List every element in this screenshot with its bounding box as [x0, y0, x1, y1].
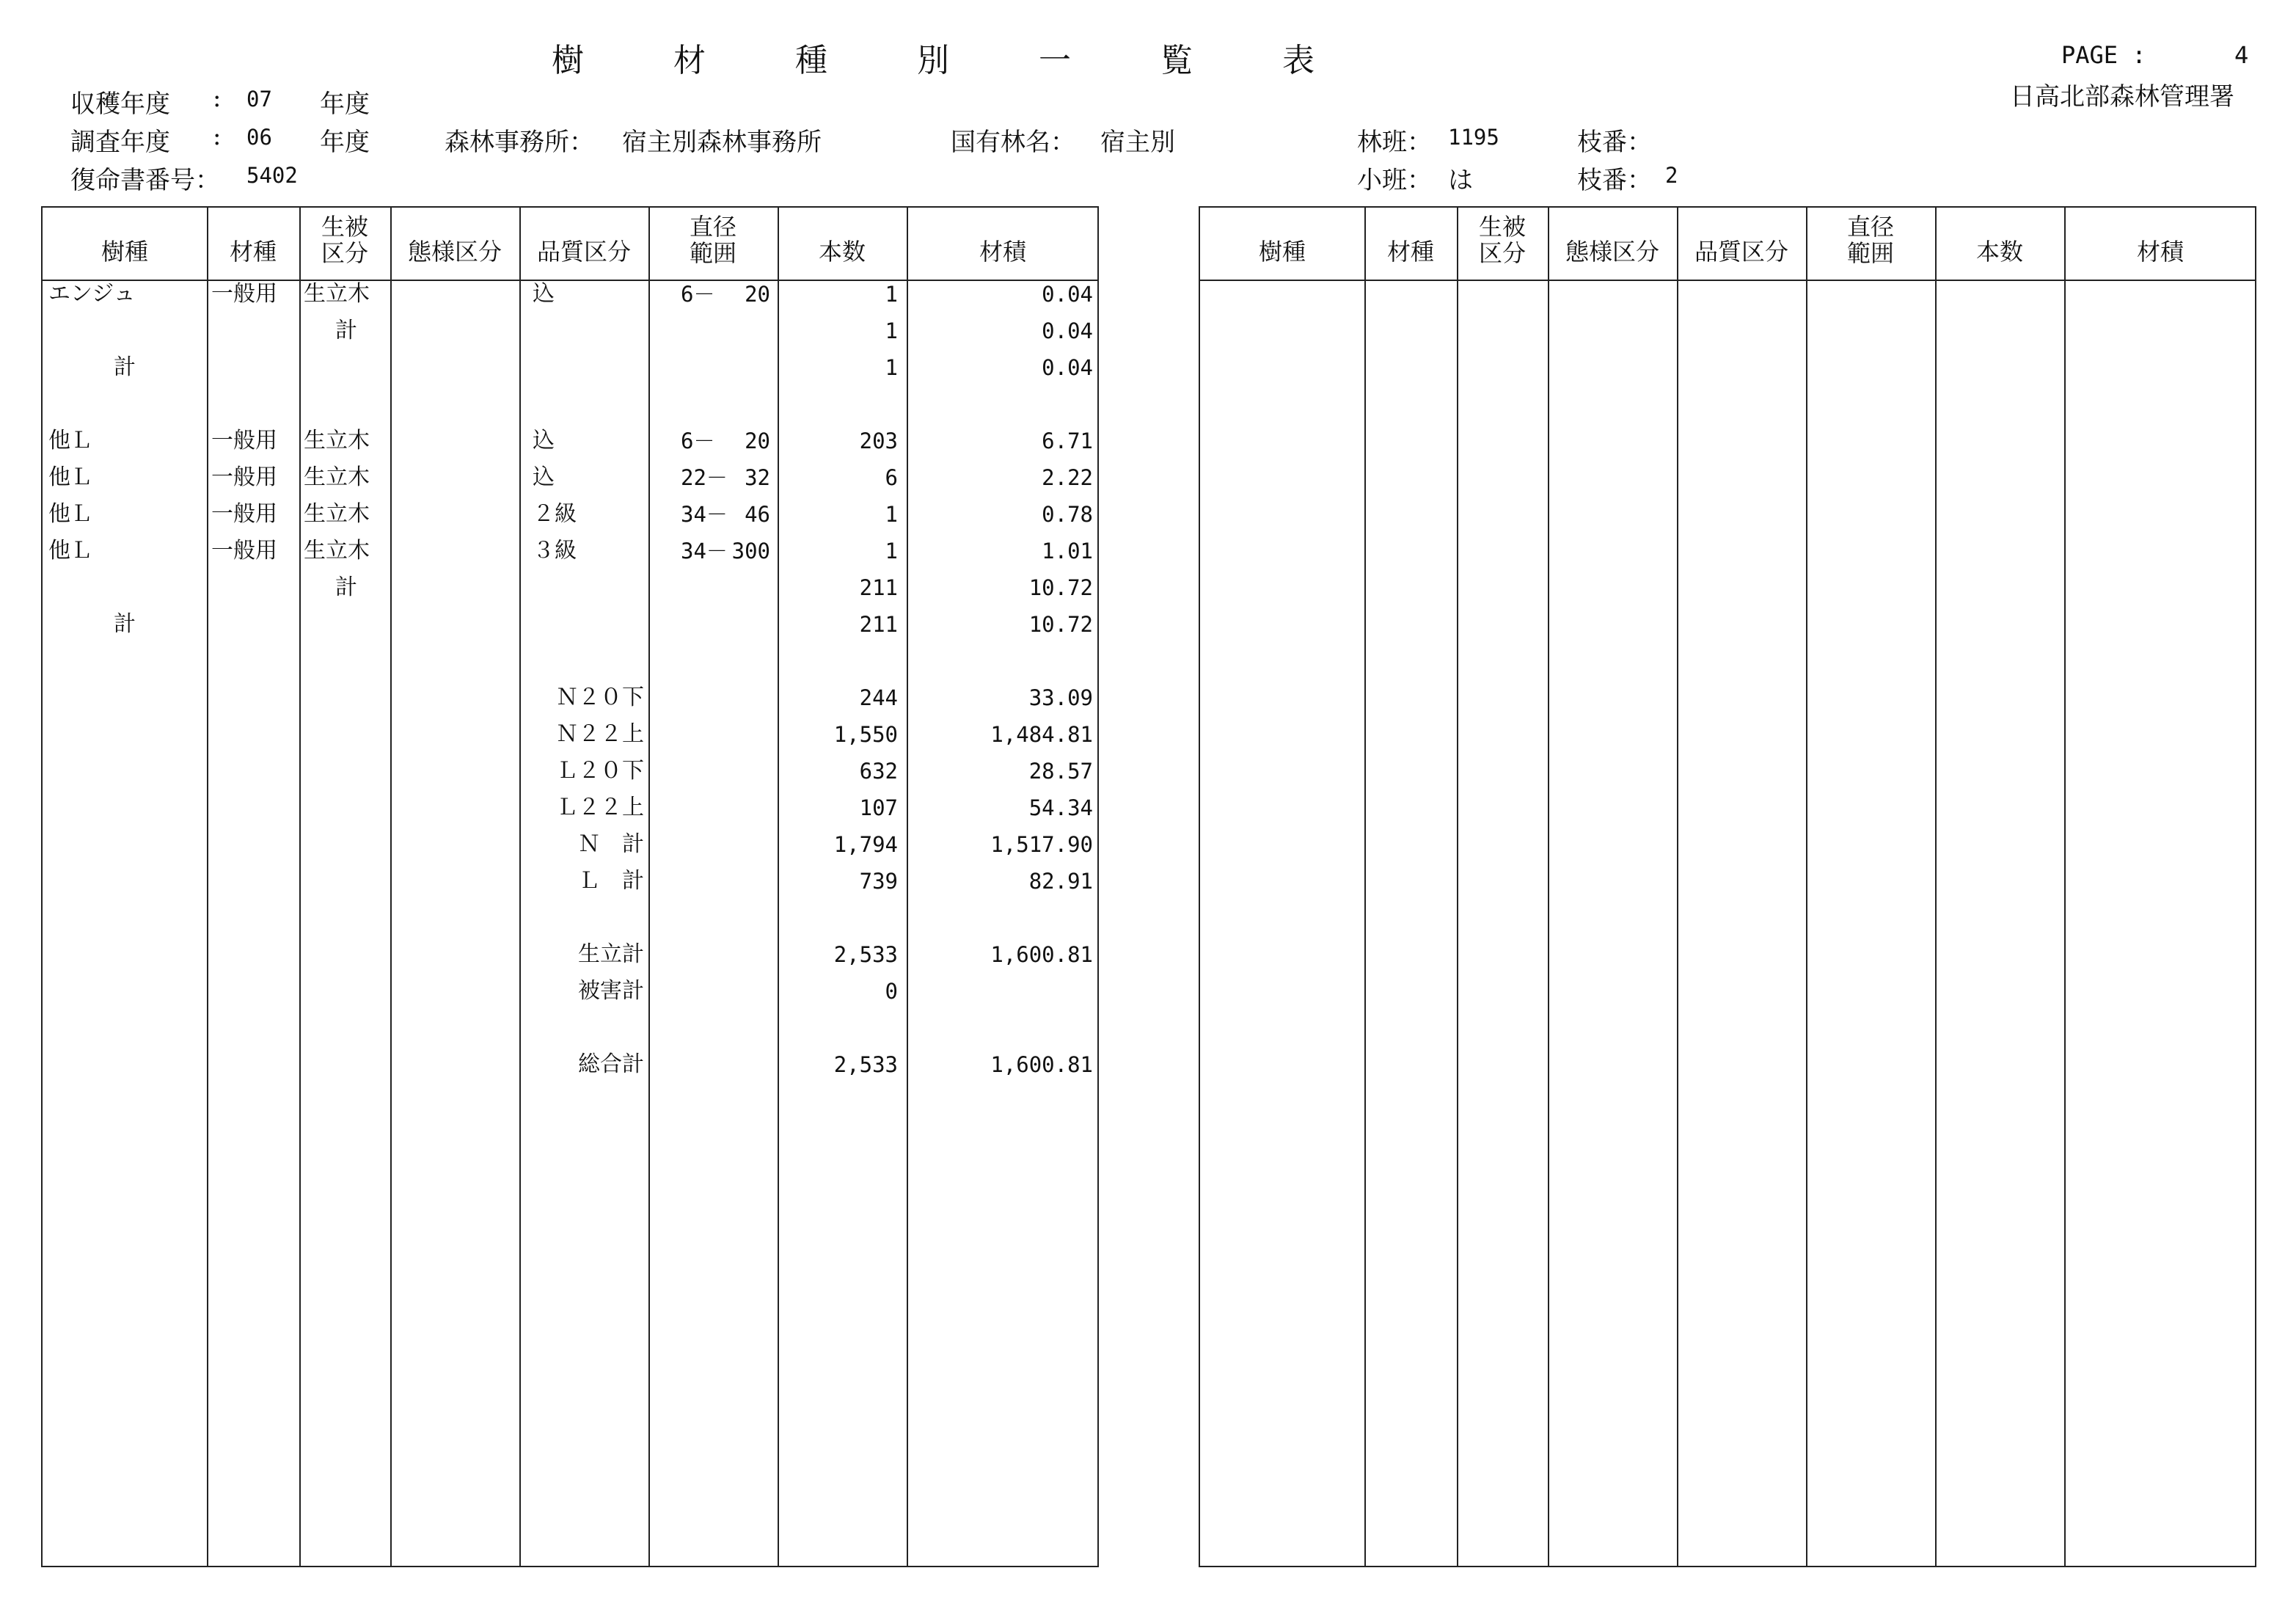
cell-zaiseki: 1.01: [1042, 539, 1093, 564]
cell-honsu: 2,533: [833, 1052, 898, 1077]
cell-hinshitsu: 込: [533, 464, 555, 490]
cell-honsu: 203: [859, 428, 898, 453]
cell-honsu: 1: [885, 318, 898, 343]
edaban-label: 枝番：: [1577, 128, 1652, 157]
cell-zaiseki: 0.04: [1042, 355, 1093, 380]
header-hinshitsu: 品質区分: [1694, 238, 1788, 266]
cell-seihi: 生立木: [304, 538, 370, 564]
national-forest-value: 宿主別: [1100, 128, 1175, 157]
cell-zaiseki: 0.78: [1042, 502, 1093, 527]
cell-honsu: 6: [885, 465, 898, 490]
cell-seihi: 計: [335, 575, 357, 600]
cell-summary: Ｌ２０下: [556, 758, 644, 784]
title-char: 種: [795, 42, 827, 79]
cell-summary: 生立計: [578, 941, 644, 967]
cell-range-to: 20: [745, 428, 770, 453]
cell-range-from: 22－: [681, 465, 728, 490]
cell-zaishu: 一般用: [211, 281, 277, 307]
cell-summary: Ｎ２２上: [556, 721, 644, 747]
header-seihi-1: 生被: [1478, 213, 1526, 241]
cell-zaiseki: 0.04: [1042, 282, 1093, 307]
report-number-label: 復命書番号：: [70, 166, 220, 195]
survey-year-colon: :: [213, 122, 222, 151]
cell-honsu: 1,550: [833, 722, 898, 747]
header-chokkei-1: 直径: [689, 213, 736, 241]
title-char: 別: [917, 42, 949, 79]
survey-year-label: 調査年度: [70, 128, 170, 157]
cell-zaishu: 一般用: [211, 428, 277, 453]
cell-honsu: 739: [859, 869, 898, 894]
cell-range-to: 20: [745, 282, 770, 307]
cell-range-from: 34－: [681, 539, 728, 564]
header-honsu: 本数: [818, 238, 866, 266]
cell-zaiseki: 28.57: [1028, 759, 1093, 784]
shohan-value: は: [1448, 166, 1473, 195]
cell-zaiseki: 1,484.81: [990, 722, 1093, 747]
cell-honsu: 1: [885, 355, 898, 380]
header-taiyo: 態様区分: [407, 238, 502, 266]
title-char: 表: [1282, 42, 1315, 79]
forest-office-label: 森林事務所：: [445, 128, 594, 157]
cell-hinshitsu: 込: [533, 281, 555, 307]
cell-jushu: 他Ｌ: [48, 464, 92, 490]
harvest-year-colon: :: [213, 84, 222, 113]
rinpan-label: 林班：: [1357, 128, 1432, 157]
cell-honsu: 211: [859, 612, 898, 637]
cell-range-from: 6－: [681, 428, 715, 453]
cell-summary: 被害計: [578, 978, 644, 1004]
cell-hinshitsu: ２級: [533, 501, 577, 527]
cell-jushu: 他Ｌ: [48, 538, 92, 564]
cell-jushu-total: 計: [114, 611, 136, 637]
timber-table-left: [41, 206, 1099, 1567]
cell-zaiseki: 33.09: [1028, 685, 1093, 710]
header-taiyo: 態様区分: [1565, 238, 1659, 266]
cell-jushu: エンジュ: [48, 281, 136, 307]
title-char: 一: [1039, 42, 1071, 79]
cell-zaiseki: 1,600.81: [990, 942, 1093, 967]
cell-honsu: 1,794: [833, 832, 898, 857]
header-seihi-2: 区分: [321, 239, 368, 267]
cell-zaishu: 一般用: [211, 501, 277, 527]
header-hinshitsu: 品質区分: [536, 238, 631, 266]
header-seihi-2: 区分: [1478, 239, 1526, 267]
cell-range-from: 6－: [681, 282, 715, 307]
cell-range-to: 32: [745, 465, 770, 490]
cell-jushu: 他Ｌ: [48, 428, 92, 453]
cell-zaiseki: 54.34: [1028, 795, 1093, 820]
page-label: PAGE :: [2061, 41, 2146, 69]
harvest-year-label: 収穫年度: [70, 90, 170, 119]
cell-zaiseki: 10.72: [1028, 575, 1093, 600]
header-zaiseki: 材積: [979, 238, 1026, 266]
edaban-label: 枝番：: [1577, 166, 1652, 195]
cell-honsu: 0: [885, 979, 898, 1004]
header-seihi-1: 生被: [321, 213, 368, 241]
header-chokkei-2: 範囲: [1846, 239, 1894, 267]
cell-seihi: 生立木: [304, 281, 370, 307]
header-zaishu: 材種: [1386, 238, 1434, 266]
cell-zaishu: 一般用: [211, 538, 277, 564]
cell-honsu: 1: [885, 282, 898, 307]
cell-honsu: 632: [859, 759, 898, 784]
header-zaiseki: 材積: [2136, 238, 2184, 266]
header-honsu: 本数: [1975, 238, 2023, 266]
cell-summary: 総合計: [578, 1051, 644, 1077]
cell-hinshitsu: ３級: [533, 538, 577, 564]
cell-summary: Ｌ２２上: [556, 795, 644, 820]
office-name: 日高北部森林管理署: [2010, 82, 2234, 112]
title-char: 材: [673, 42, 706, 79]
cell-seihi: 計: [335, 318, 357, 343]
cell-honsu: 107: [859, 795, 898, 820]
page-number: 4: [2234, 41, 2249, 69]
cell-hinshitsu: 込: [533, 428, 555, 453]
cell-seihi: 生立木: [304, 464, 370, 490]
cell-range-to: 300: [731, 539, 770, 564]
cell-summary: Ｌ 計: [578, 868, 644, 894]
survey-year-unit: 年度: [320, 128, 370, 157]
rinpan-value: 1195: [1448, 125, 1499, 150]
cell-seihi: 生立木: [304, 428, 370, 453]
cell-zaiseki: 1,517.90: [990, 832, 1093, 857]
report-number-value: 5402: [246, 163, 298, 188]
cell-jushu: 他Ｌ: [48, 501, 92, 527]
cell-seihi: 生立木: [304, 501, 370, 527]
cell-zaiseki: 2.22: [1042, 465, 1093, 490]
harvest-year-value: 07: [246, 87, 272, 112]
header-chokkei-2: 範囲: [689, 239, 736, 267]
cell-zaiseki: 6.71: [1042, 428, 1093, 453]
title-char: 樹: [552, 42, 584, 79]
timber-table-right: [1199, 206, 2256, 1567]
survey-year-value: 06: [246, 125, 272, 150]
cell-zaiseki: 10.72: [1028, 612, 1093, 637]
header-chokkei-1: 直径: [1846, 213, 1894, 241]
cell-jushu-total: 計: [114, 354, 136, 380]
cell-zaishu: 一般用: [211, 464, 277, 490]
cell-summary: Ｎ 計: [578, 831, 644, 857]
cell-summary: Ｎ２０下: [556, 685, 644, 710]
header-jushu: 樹種: [1258, 238, 1306, 266]
national-forest-label: 国有林名：: [951, 128, 1075, 157]
header-jushu: 樹種: [100, 238, 148, 266]
shohan-label: 小班：: [1357, 166, 1432, 195]
cell-zaiseki: 1,600.81: [990, 1052, 1093, 1077]
harvest-year-unit: 年度: [320, 90, 370, 119]
cell-honsu: 211: [859, 575, 898, 600]
edaban-value: 2: [1665, 163, 1678, 188]
header-zaishu: 材種: [229, 238, 277, 266]
forest-office-value: 宿主別森林事務所: [622, 128, 822, 157]
cell-honsu: 244: [859, 685, 898, 710]
cell-zaiseki: 0.04: [1042, 318, 1093, 343]
title-char: 覧: [1160, 42, 1193, 79]
cell-honsu: 1: [885, 502, 898, 527]
cell-range-to: 46: [745, 502, 770, 527]
cell-range-from: 34－: [681, 502, 728, 527]
cell-zaiseki: 82.91: [1028, 869, 1093, 894]
cell-honsu: 1: [885, 539, 898, 564]
cell-honsu: 2,533: [833, 942, 898, 967]
